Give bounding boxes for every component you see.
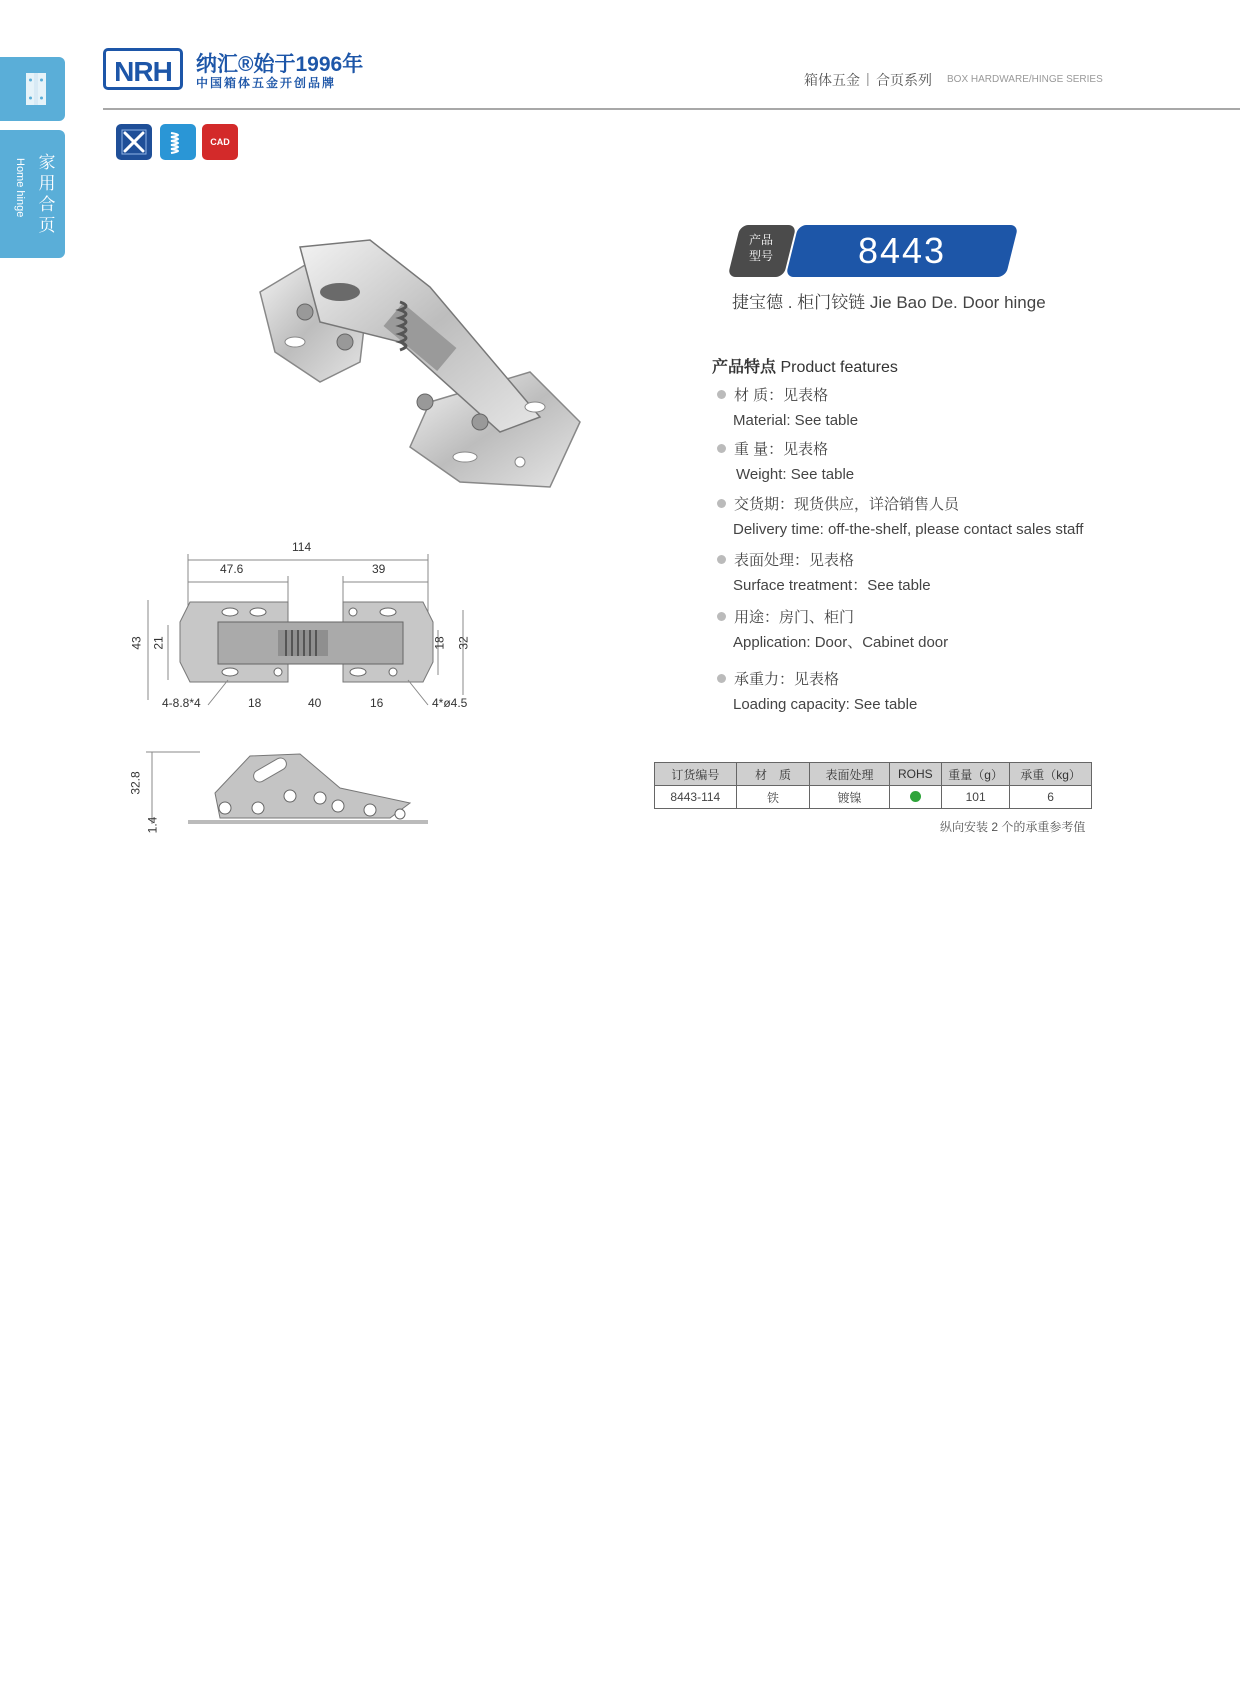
feature-loading (717, 667, 917, 717)
header-divider (103, 108, 1240, 110)
dim-height-outer: 43 (129, 636, 144, 650)
feature-weight (717, 437, 854, 487)
feature-delivery-en: Delivery time: off-the-shelf, please contact sales staff (733, 521, 1084, 538)
sidebar-hinge-tab[interactable] (0, 57, 65, 121)
features-title-en: Product features (780, 359, 898, 376)
feature-surface-cn: 表面处理：见表格 (734, 552, 855, 569)
product-photo (250, 232, 610, 512)
dim-left-span: 47.6 (220, 562, 244, 576)
spec-table (654, 762, 1092, 809)
dim-overall: 114 (292, 540, 312, 554)
feature-loading-cn: 承重力：见表格 (734, 671, 840, 688)
feature-material (717, 383, 858, 433)
bullet-icon (717, 499, 726, 508)
col-weight: 重量（g） (942, 763, 1010, 786)
feature-delivery-cn: 交货期：现货供应，详洽销售人员 (734, 496, 960, 513)
sidebar-tab-label-cn: 家用合页 (38, 153, 56, 235)
hinge-icon (24, 71, 48, 107)
feature-application-en: Application: Door、Cabinet door (733, 634, 949, 651)
cad-file-icon[interactable]: CAD (202, 124, 238, 160)
feature-loading-en: Loading capacity: See table (733, 696, 918, 713)
feature-surface (717, 548, 931, 598)
col-rohs: ROHS (889, 763, 942, 786)
cell-order-code: 8443-114 (655, 786, 737, 809)
rohs-status-icon (910, 791, 921, 802)
feature-application-cn: 用途：房门、柜门 (734, 609, 855, 626)
dim-height-inner: 21 (151, 636, 166, 650)
col-surface: 表面处理 (810, 763, 889, 786)
dim-bottom-3: 16 (370, 696, 384, 710)
series-separator: | (866, 70, 870, 86)
model-number: 8443 (857, 230, 947, 271)
col-order-code: 订货编号 (655, 763, 737, 786)
feature-delivery (717, 492, 1083, 542)
spring-icon[interactable] (160, 124, 196, 160)
col-load: 承重（kg） (1010, 763, 1092, 786)
feature-material-en: Material: See table (733, 412, 859, 429)
dim-right-outer: 32 (456, 636, 471, 650)
bullet-icon (717, 612, 726, 621)
cell-surface: 镀镍 (810, 786, 889, 809)
brand-subtitle: 中国箱体五金开创品牌 (196, 76, 337, 90)
feature-application (717, 605, 948, 655)
bullet-icon (717, 555, 726, 564)
table-header-row (655, 763, 1092, 786)
model-label-text: 产品型号 (748, 233, 773, 263)
feature-surface-en: Surface treatment：See table (733, 577, 931, 594)
table-note: 纵向安装 2 个的承重参考值 (940, 820, 1086, 834)
features-title-cn: 产品特点 (712, 359, 777, 376)
top-view-drawing (128, 540, 488, 720)
sidebar-tab-label-en: Home hinge (14, 158, 26, 218)
product-name: 捷宝德 . 柜门铰链 Jie Bao De. Door hinge (732, 293, 1046, 312)
cell-rohs (889, 786, 942, 809)
feature-weight-en: Weight: See table (736, 466, 855, 483)
series-name-en: BOX HARDWARE/HINGE SERIES (947, 74, 1103, 85)
col-material: 材 质 (736, 763, 810, 786)
dim-thickness: 1.4 (145, 816, 160, 834)
dim-slot: 4-8.8*4 (162, 696, 201, 710)
dim-bottom-2: 40 (308, 696, 322, 710)
table-row (655, 786, 1092, 809)
series-category: 箱体五金 (804, 72, 860, 88)
features-heading (712, 354, 898, 377)
bullet-icon (717, 674, 726, 683)
dim-bottom-1: 18 (248, 696, 262, 710)
tools-icon[interactable] (116, 124, 152, 160)
dim-right-inner: 18 (432, 636, 447, 650)
feature-weight-cn: 重 量：见表格 (734, 441, 829, 458)
dim-right-span: 39 (372, 562, 386, 576)
bullet-icon (717, 444, 726, 453)
bullet-icon (717, 390, 726, 399)
dim-side-height: 32.8 (128, 771, 143, 795)
series-name: 合页系列 (876, 72, 932, 88)
cell-weight: 101 (942, 786, 1010, 809)
cell-material: 铁 (736, 786, 810, 809)
brand-logo: NRH (103, 48, 183, 90)
cell-load: 6 (1010, 786, 1092, 809)
brand-title: 纳汇®始于1996年 (196, 53, 364, 76)
side-view-drawing (140, 748, 440, 828)
feature-material-cn: 材 质：见表格 (734, 387, 829, 404)
dim-hole: 4*ø4.5 (432, 696, 468, 710)
